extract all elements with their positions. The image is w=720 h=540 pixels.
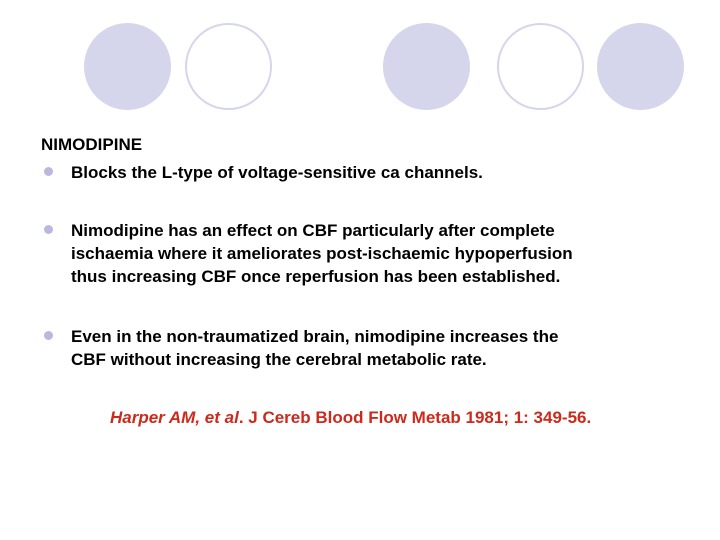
bullet-text: Blocks the L-type of voltage-sensitive ca channels. <box>71 163 483 182</box>
reference-citation <box>110 408 591 428</box>
decorative-circle-filled <box>383 23 470 110</box>
bullet-text: Even in the non-traumatized brain, nimodipine increases the CBF without increasing the cerebral metabolic rate. <box>71 327 559 369</box>
decorative-circle-outline <box>185 23 272 110</box>
slide-title: NIMODIPINE <box>41 135 143 154</box>
reference-authors: Harper AM, <box>110 408 201 427</box>
bullet-icon <box>44 331 53 340</box>
bullet-text: Nimodipine has an effect on CBF particularly after complete ischaemia where it ameliorates post-ischaemic hypoperfusion thus increasing CBF once reperfusion has been established. <box>71 221 573 286</box>
bullet-icon <box>44 225 53 234</box>
decorative-circle-filled <box>597 23 684 110</box>
decorative-circle-filled <box>84 23 171 110</box>
bullet-icon <box>44 167 53 176</box>
decorative-circle-outline <box>497 23 584 110</box>
reference-journal: . J Cereb Blood Flow Metab 1981; 1: 349-56. <box>238 408 592 427</box>
reference-etal: et al <box>204 408 239 427</box>
